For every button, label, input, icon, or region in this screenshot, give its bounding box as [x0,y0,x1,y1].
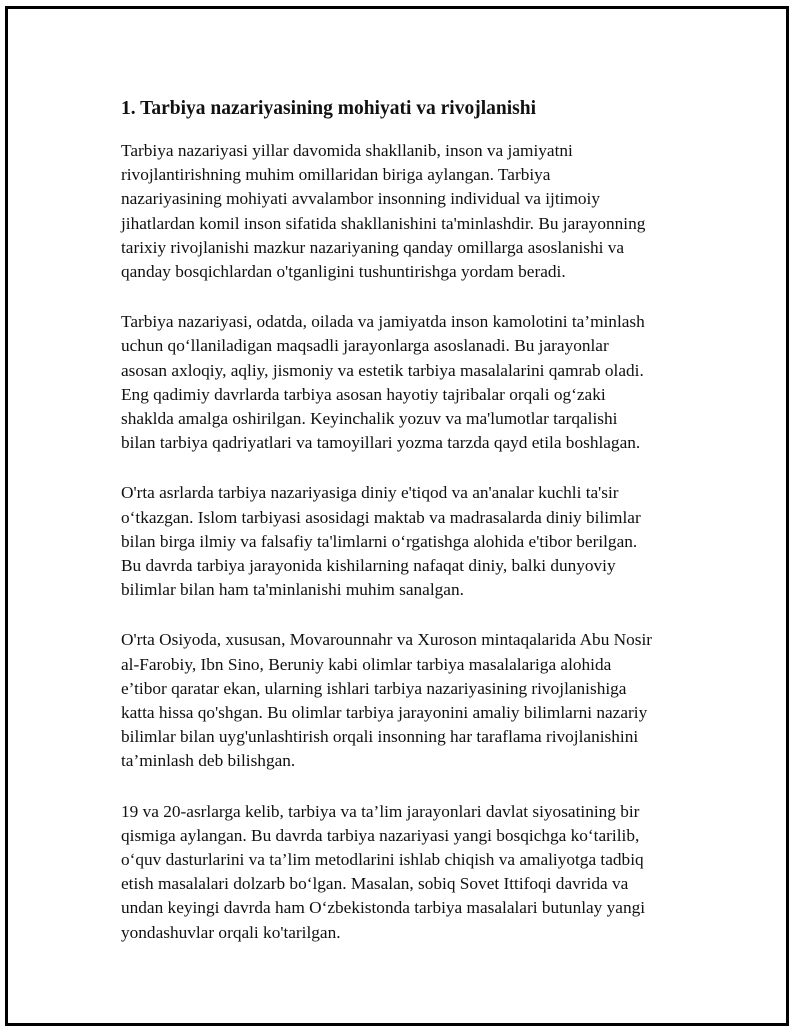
paragraph-line: bilan birga ilmiy va falsafiy ta'limlarni o‘rgatishga alohida e'tibor berilgan. [121,531,638,551]
paragraph-line: bilan tarbiya qadriyatlari va tamoyillari yozma tarzda qayd etila boshlagan. [121,433,641,453]
paragraph-line: rivojlantirishning muhim omillaridan biriga aylangan. Tarbiya [121,165,551,185]
paragraph-5 [121,800,691,945]
paragraph-line: uchun qo‘llaniladigan maqsadli jarayonlarga asoslanadi. Bu jarayonlar [121,336,609,356]
paragraph-line: o‘tkazgan. Islom tarbiyasi asosidagi maktab va madrasalarda diniy bilimlar [121,507,641,527]
paragraph-line: O'rta asrlarda tarbiya nazariyasiga diniy e'tiqod va an'analar kuchli ta'sir [121,483,619,503]
document-page [5,6,789,1026]
paragraph-line: katta hissa qo'shgan. Bu olimlar tarbiya jarayonini amaliy bilimlarni nazariy [121,703,648,723]
paragraph-1 [121,139,691,284]
paragraph-line: undan keyingi davrda ham O‘zbekistonda tarbiya masalalari butunlay yangi [121,898,646,918]
paragraph-line: Tarbiya nazariyasi yillar davomida shakllanib, inson va jamiyatni [121,141,573,160]
paragraph-line: al-Farobiy, Ibn Sino, Beruniy kabi olimlar tarbiya masalalariga alohida [121,654,612,674]
paragraph-line: tarixiy rivojlanishi mazkur nazariyaning qanday omillarga asoslanishi va [121,237,625,257]
paragraph-line: bilimlar bilan uyg'unlashtirish orqali insonning har taraflama rivojlanishini [121,727,639,747]
paragraph-line: Eng qadimiy davrlarda tarbiya asosan hayotiy tajribalar orqali og‘zaki [121,384,606,404]
paragraph-line: nazariyasining mohiyati avvalambor insonning individual va ijtimoiy [121,189,600,209]
paragraph-line: bilimlar bilan ham ta'minlanishi muhim sanalgan. [121,580,464,600]
document-body [121,96,691,971]
paragraph-line: O'rta Osiyoda, xususan, Movarounnahr va Xuroson mintaqalarida Abu Nosir [121,630,653,650]
paragraph-line: shaklda amalga oshirilgan. Keyinchalik yozuv va ma'lumotlar tarqalishi [121,409,618,429]
paragraph-line: o‘quv dasturlarini va ta’lim metodlarini ishlab chiqish va amaliyotga tadbiq [121,850,644,870]
paragraph-line: qanday bosqichlardan o'tganligini tushuntirishga yordam beradi. [121,262,566,282]
paragraph-line: 19 va 20-asrlarga kelib, tarbiya va ta’lim jarayonlari davlat siyosatining bir [121,801,640,821]
paragraph-3 [121,481,691,602]
paragraph-line: asosan axloqiy, aqliy, jismoniy va estetik tarbiya masalalarini qamrab oladi. [121,360,644,380]
paragraph-line: etish masalalari dolzarb bo‘lgan. Masalan, sobiq Sovet Ittifoqi davrida va [121,874,629,894]
paragraph-4 [121,628,691,773]
paragraph-2 [121,310,691,455]
paragraph-line: e’tibor qaratar ekan, ularning ishlari tarbiya nazariyasining rivojlanishiga [121,678,627,698]
paragraph-line: Tarbiya nazariyasi, odatda, oilada va jamiyatda inson kamolotini ta’minlash [121,312,645,332]
paragraph-line: jihatlardan komil inson sifatida shakllanishini ta'minlashdir. Bu jarayonning [121,213,646,233]
paragraph-line: Bu davrda tarbiya jarayonida kishilarning nafaqat diniy, balki dunyoviy [121,556,616,576]
paragraph-line: qismiga aylangan. Bu davrda tarbiya nazariyasi yangi bosqichga ko‘tarilib, [121,825,640,845]
paragraph-line: yondashuvlar orqali ko'tarilgan. [121,922,341,942]
section-title: 1. Tarbiya nazariyasining mohiyati va rivojlanishi [121,98,536,119]
paragraph-line: ta’minlash deb bilishgan. [121,751,296,771]
